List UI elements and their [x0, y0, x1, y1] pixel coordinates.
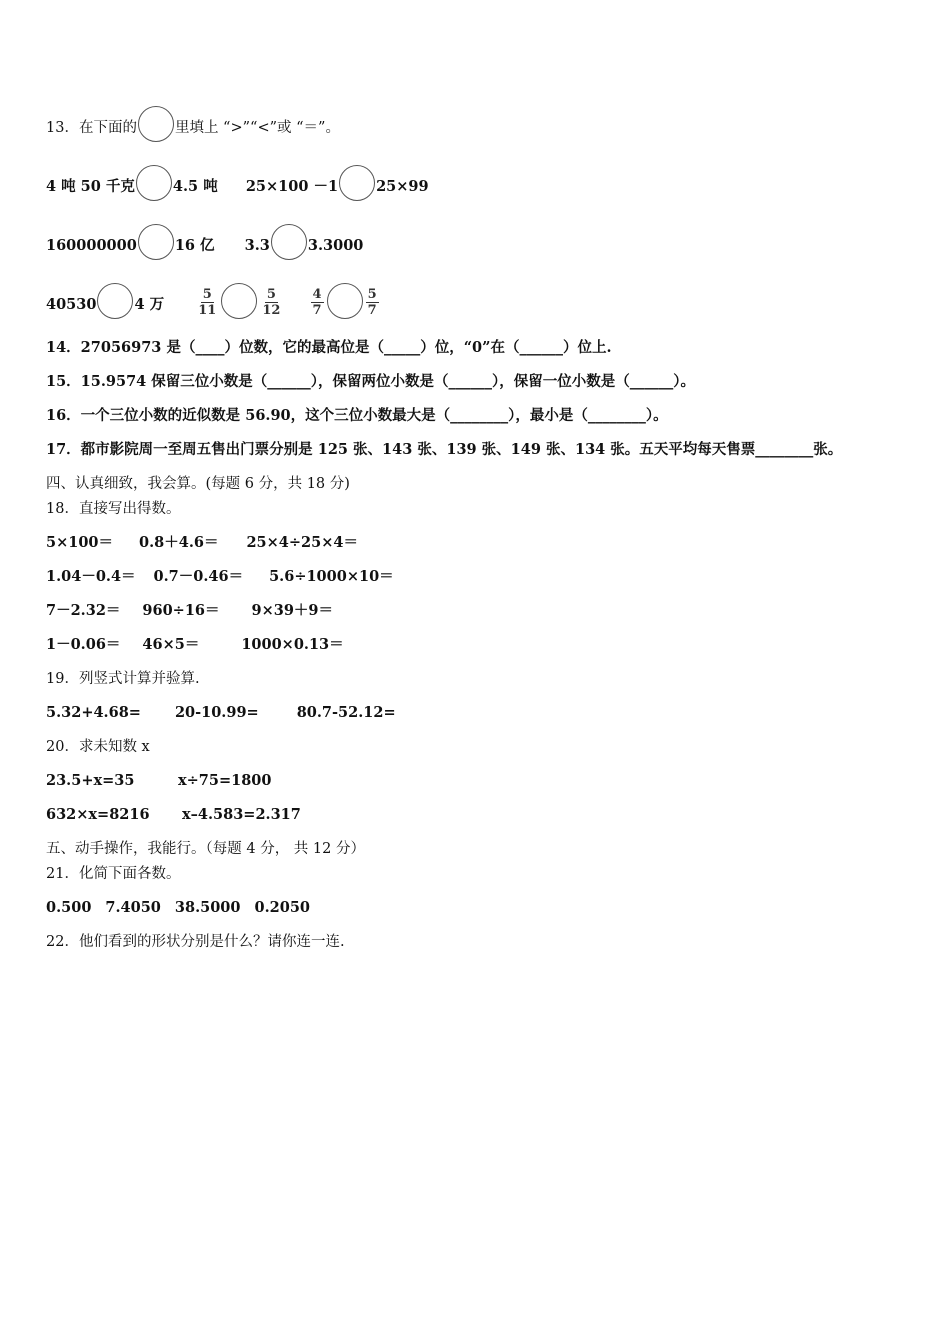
q22: 22．他们看到的形状分别是什么？请你连一连. — [46, 934, 345, 950]
q15: 15．15.9574 保留三位小数是（______），保留两位小数是（______），保留一位小数是（______）。 — [46, 373, 696, 390]
q19-title: 19．列竖式计算并验算. — [46, 671, 200, 687]
q13-intro: 13．在下面的 里填上 “>”“<”或 “＝”。 — [46, 114, 340, 142]
answer-circle[interactable] — [327, 283, 363, 319]
section-4-heading: 四、认真细致，我会算。(每题 6 分，共 18 分) — [46, 476, 350, 492]
q17: 17．都市影院周一至周五售出门票分别是 125 张、143 张、139 张、149 张、134 张。五天平均每天售票________张。 — [46, 441, 843, 458]
q19-items: 5.32+4.68= 20-10.99= 80.7-52.12= — [46, 704, 396, 721]
q14: 14．27056973 是（____）位数，它的最高位是（_____）位，“0”在（______）位上. — [46, 339, 612, 356]
answer-circle[interactable] — [138, 106, 174, 142]
answer-circle[interactable] — [221, 283, 257, 319]
q20-row-2: 632×x=8216 x–4.583=2.317 — [46, 806, 301, 823]
answer-circle[interactable] — [136, 165, 172, 201]
q21-items: 0.500 7.4050 38.5000 0.2050 — [46, 899, 310, 916]
q20-title: 20．求未知数 x — [46, 739, 150, 755]
q13-row-1: 4 吨 50 千克 4.5 吨 25×100 －1 25×99 — [46, 173, 429, 201]
q18-row-3: 7－2.32＝ 960÷16＝ 9×39＋9＝ — [46, 602, 334, 619]
section-5-heading: 五、动手操作，我能行。（每题 4 分， 共 12 分） — [46, 841, 365, 857]
fraction-4-7: $\frac{4}{7}$ — [312, 286, 322, 318]
fraction-5-11: $\frac{5}{11}$ — [198, 286, 217, 318]
q18-title: 18．直接写出得数。 — [46, 501, 181, 517]
q13-row-3: 40530 4 万 $\frac{5}{11}$ $\frac{5}{12}$ $\frac{4}{7}$ $\frac{5}{7}$ — [46, 291, 381, 319]
q18-row-4: 1－0.06＝ 46×5＝ 1000×0.13＝ — [46, 636, 344, 653]
answer-circle[interactable] — [271, 224, 307, 260]
q18-row-2: 1.04－0.4＝ 0.7－0.46＝ 5.6÷1000×10＝ — [46, 568, 394, 585]
answer-circle[interactable] — [138, 224, 174, 260]
answer-circle[interactable] — [339, 165, 375, 201]
q20-row-1: 23.5+x=35 x÷75=1800 — [46, 772, 272, 789]
q18-row-1: 5×100＝ 0.8＋4.6＝ 25×4÷25×4＝ — [46, 534, 358, 551]
fraction-5-7: $\frac{5}{7}$ — [367, 286, 377, 318]
answer-circle[interactable] — [97, 283, 133, 319]
q13-row-2: 160000000 16 亿 3.3 3.3000 — [46, 232, 363, 260]
fraction-5-12: $\frac{5}{12}$ — [262, 286, 281, 318]
q16: 16．一个三位小数的近似数是 56.90，这个三位小数最大是（________），最小是（________）。 — [46, 407, 668, 424]
q21-title: 21．化简下面各数。 — [46, 866, 181, 882]
